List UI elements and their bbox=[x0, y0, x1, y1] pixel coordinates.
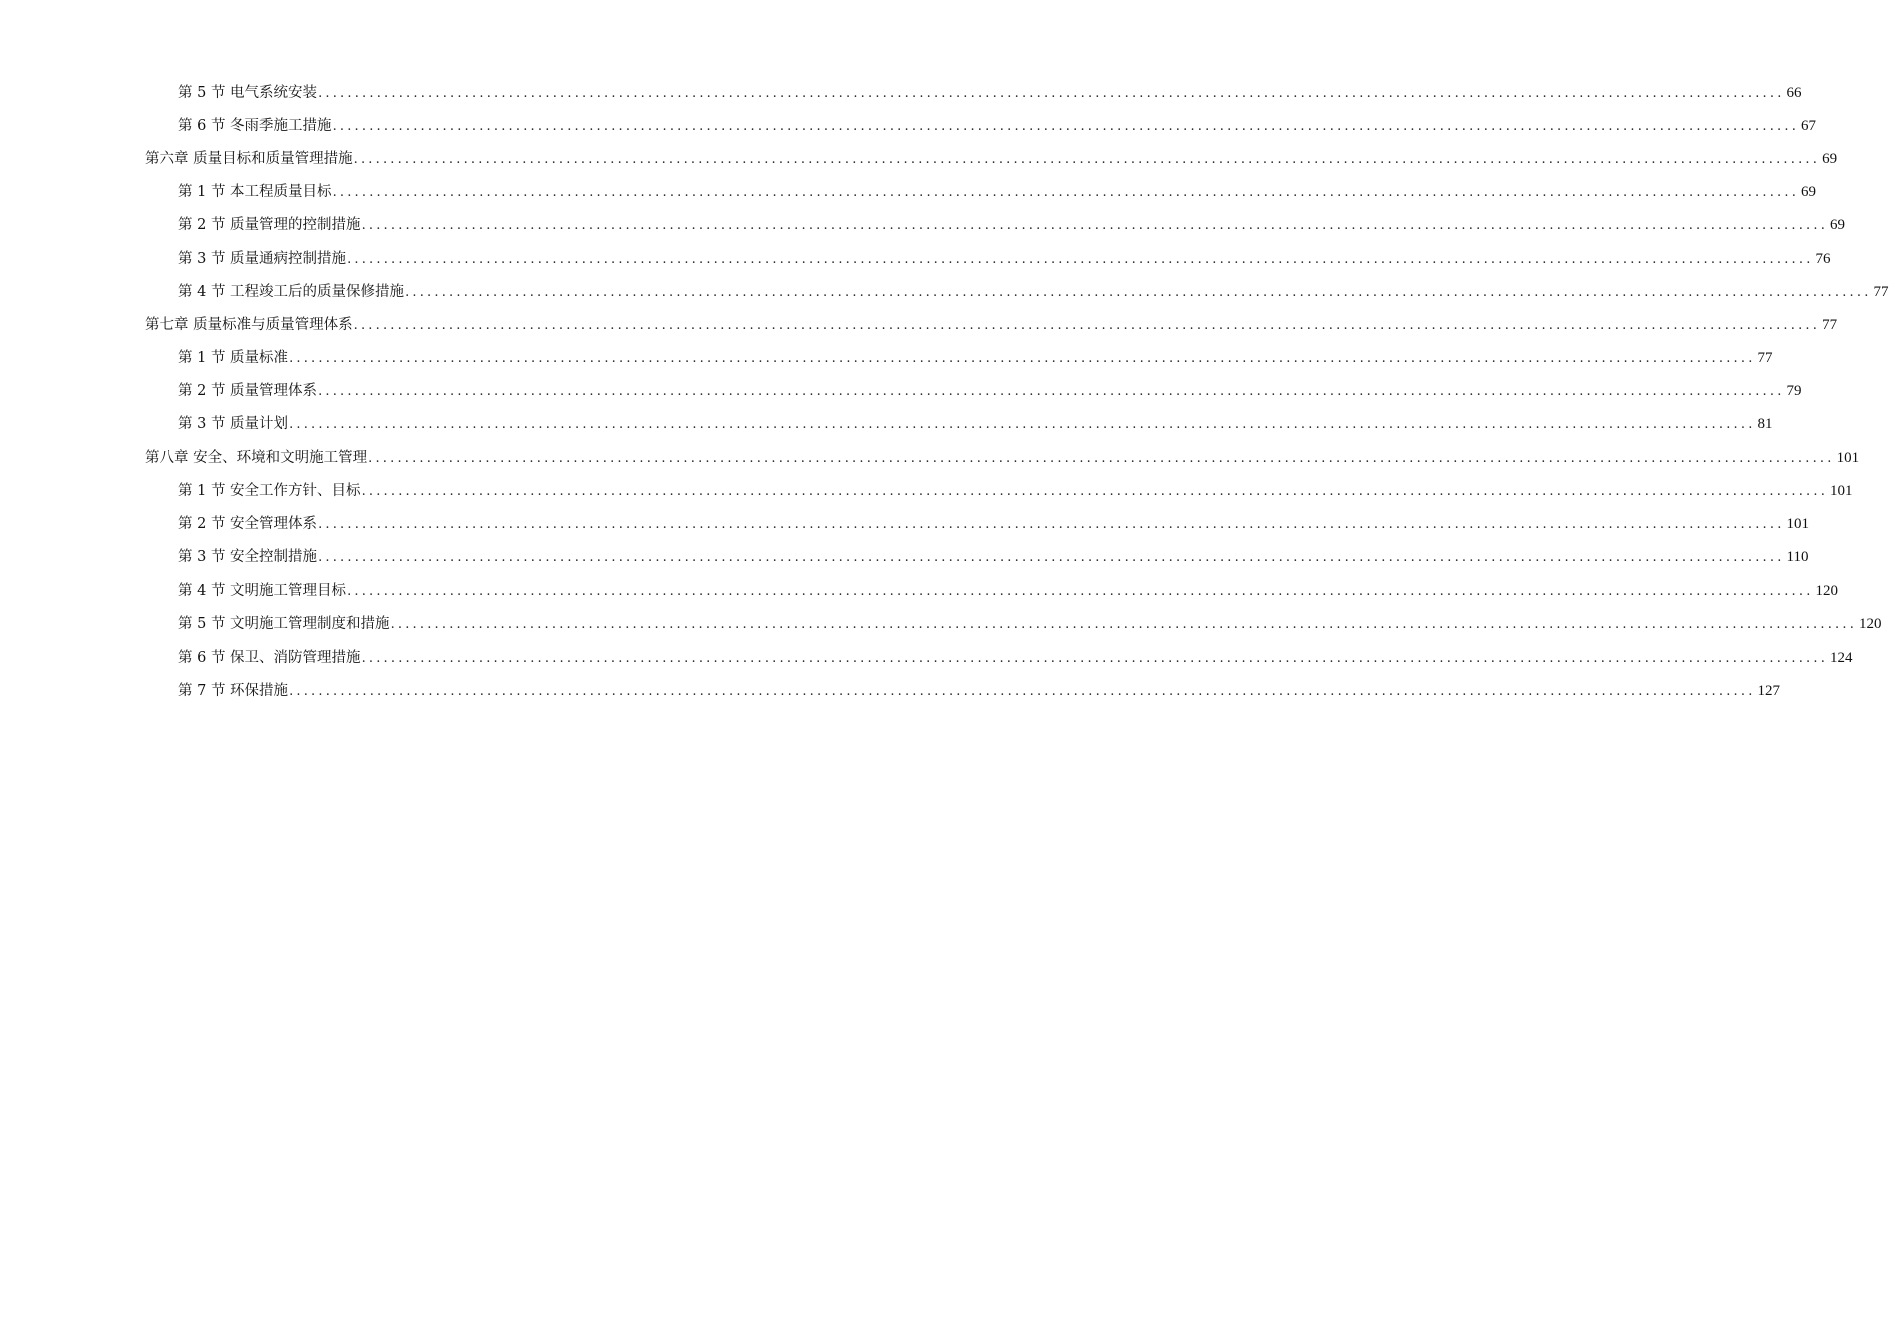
toc-page-number: 77 bbox=[1873, 283, 1889, 300]
toc-entry-title: 第 6 节 冬雨季施工措施 bbox=[178, 117, 332, 134]
toc-entry-title: 第六章 质量目标和质量管理措施 bbox=[145, 150, 353, 167]
toc-page-number: 127 bbox=[1757, 682, 1781, 699]
toc-entry-title: 第 3 节 质量通病控制措施 bbox=[178, 250, 347, 267]
toc-entry[interactable] bbox=[178, 76, 1802, 109]
toc-dot-leader: ........................................................................................................................................................................................................ bbox=[332, 184, 1800, 200]
toc-entry[interactable] bbox=[178, 407, 1773, 440]
toc-dot-leader: ........................................................................................................................................................................................................ bbox=[353, 151, 1821, 167]
toc-entry[interactable] bbox=[178, 641, 1853, 674]
toc-page-number: 101 bbox=[1786, 515, 1810, 532]
toc-page-number: 77 bbox=[1757, 349, 1773, 366]
toc-dot-leader: ........................................................................................................................................................................................................ bbox=[347, 251, 1814, 267]
toc-page-number: 101 bbox=[1830, 482, 1853, 499]
toc-entry-title: 第 7 节 环保措施 bbox=[178, 682, 289, 699]
toc-entry[interactable] bbox=[178, 674, 1781, 707]
toc-page-number: 120 bbox=[1815, 582, 1839, 599]
toc-entry[interactable] bbox=[178, 540, 1809, 573]
toc-dot-leader: ........................................................................................................................................................................................................ bbox=[332, 118, 1800, 134]
toc-dot-leader: ........................................................................................................................................................................................................ bbox=[289, 683, 1756, 699]
toc-entry-title: 第七章 质量标准与质量管理体系 bbox=[145, 316, 353, 333]
toc-page-number: 76 bbox=[1815, 250, 1831, 267]
toc-entry[interactable] bbox=[178, 275, 1889, 308]
toc-entry-title: 第 4 节 工程竣工后的质量保修措施 bbox=[178, 283, 405, 300]
toc-dot-leader: ........................................................................................................................................................................................................ bbox=[390, 616, 1858, 632]
toc-chapter-entry[interactable] bbox=[145, 441, 1860, 474]
toc-entry[interactable] bbox=[178, 374, 1802, 407]
toc-page-number: 110 bbox=[1786, 548, 1809, 565]
toc-dot-leader: ........................................................................................................................................................................................................ bbox=[289, 350, 1756, 366]
toc-page-number: 101 bbox=[1836, 449, 1860, 466]
toc-entry-title: 第 1 节 安全工作方针、目标 bbox=[178, 482, 361, 499]
toc-dot-leader: ........................................................................................................................................................................................................ bbox=[405, 284, 1872, 300]
toc-entry[interactable] bbox=[178, 242, 1831, 275]
toc-dot-leader: ........................................................................................................................................................................................................ bbox=[361, 483, 1829, 499]
toc-entry[interactable] bbox=[178, 607, 1882, 640]
toc-page-number: 67 bbox=[1801, 117, 1817, 134]
toc-entry-title: 第八章 安全、环境和文明施工管理 bbox=[145, 449, 368, 466]
toc-dot-leader: ........................................................................................................................................................................................................ bbox=[353, 317, 1821, 333]
toc-page-number: 69 bbox=[1801, 183, 1817, 200]
toc-entry-title: 第 5 节 电气系统安装 bbox=[178, 84, 318, 101]
toc-entry[interactable] bbox=[178, 341, 1773, 374]
toc-entry[interactable] bbox=[178, 208, 1846, 241]
toc-entry-title: 第 1 节 质量标准 bbox=[178, 349, 289, 366]
toc-entry-title: 第 1 节 本工程质量目标 bbox=[178, 183, 332, 200]
toc-entry[interactable] bbox=[178, 474, 1853, 507]
toc-entry-title: 第 2 节 安全管理体系 bbox=[178, 515, 318, 532]
toc-entry-title: 第 3 节 质量计划 bbox=[178, 415, 289, 432]
toc-entry-title: 第 2 节 质量管理的控制措施 bbox=[178, 216, 361, 233]
toc-entry[interactable] bbox=[178, 175, 1817, 208]
toc-dot-leader: ........................................................................................................................................................................................................ bbox=[318, 85, 1785, 101]
toc-dot-leader: ........................................................................................................................................................................................................ bbox=[318, 516, 1785, 532]
toc-page-number: 79 bbox=[1786, 382, 1802, 399]
toc-page-number: 77 bbox=[1822, 316, 1838, 333]
toc-dot-leader: ........................................................................................................................................................................................................ bbox=[361, 650, 1829, 666]
toc-dot-leader: ........................................................................................................................................................................................................ bbox=[289, 416, 1756, 432]
toc-chapter-entry[interactable] bbox=[145, 142, 1838, 175]
toc-page-number: 120 bbox=[1859, 615, 1882, 632]
toc-page-number: 81 bbox=[1757, 415, 1773, 432]
toc-dot-leader: ........................................................................................................................................................................................................ bbox=[318, 549, 1785, 565]
toc-entry-title: 第 2 节 质量管理体系 bbox=[178, 382, 318, 399]
toc-page-number: 69 bbox=[1822, 150, 1838, 167]
toc-entry[interactable] bbox=[178, 109, 1817, 142]
toc-page-number: 66 bbox=[1786, 84, 1802, 101]
toc-entry-title: 第 5 节 文明施工管理制度和措施 bbox=[178, 615, 390, 632]
toc-dot-leader: ........................................................................................................................................................................................................ bbox=[318, 383, 1785, 399]
toc-dot-leader: ........................................................................................................................................................................................................ bbox=[347, 583, 1814, 599]
toc-dot-leader: ........................................................................................................................................................................................................ bbox=[361, 217, 1829, 233]
toc-entry-title: 第 3 节 安全控制措施 bbox=[178, 548, 318, 565]
toc-entry-title: 第 6 节 保卫、消防管理措施 bbox=[178, 649, 361, 666]
toc-dot-leader: ........................................................................................................................................................................................................ bbox=[368, 450, 1835, 466]
toc-entry-title: 第 4 节 文明施工管理目标 bbox=[178, 582, 347, 599]
toc-entry[interactable] bbox=[178, 507, 1810, 540]
toc-page-number: 124 bbox=[1830, 649, 1853, 666]
toc-chapter-entry[interactable] bbox=[145, 308, 1838, 341]
toc-entry[interactable] bbox=[178, 574, 1839, 607]
toc-page-number: 69 bbox=[1830, 216, 1846, 233]
